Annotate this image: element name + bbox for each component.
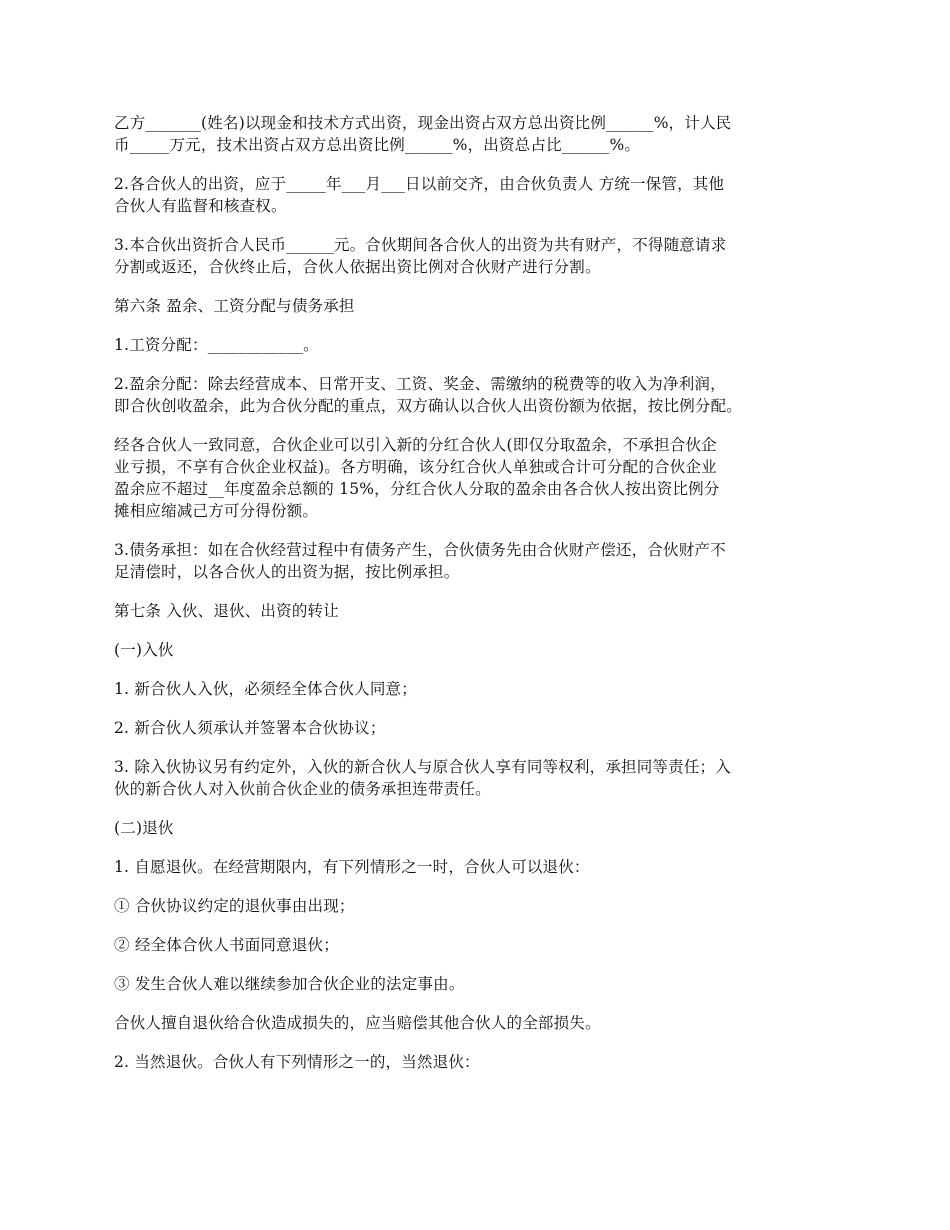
paragraph-line: 乙方_______(姓名)以现金和技术方式出资，现金出资占双方总出资比例______%，计人民 [114,114,732,132]
paragraph-line: 盈余应不超过__年度盈余总额的 15%，分红合伙人分取的盈余由各合伙人按出资比例分 [114,480,720,498]
paragraph [114,934,844,956]
paragraph-line: 合伙人擅自退伙给合伙造成损失的，应当赔偿其他合伙人的全部损失。 [114,1014,601,1032]
paragraph [114,173,844,217]
paragraph-line: 币_____万元，技术出资占双方总出资比例______%，出资总占比______%。 [114,136,641,154]
paragraph-line: 3.债务承担：如在合伙经营过程中有债务产生，合伙债务先由合伙财产偿还，合伙财产不 [114,541,726,559]
paragraph-line: 3.本合伙出资折合人民币______元。合伙期间各合伙人的出资为共有财产，不得随意请求 [114,236,727,254]
paragraph [114,817,844,839]
paragraph [114,756,844,800]
paragraph-line: (一)入伙 [114,641,174,659]
paragraph [114,1051,844,1073]
paragraph-line: 伙的新合伙人对入伙前合伙企业的债务承担连带责任。 [114,780,491,798]
paragraph [114,373,844,417]
paragraph [114,334,844,356]
paragraph [114,1012,844,1034]
paragraph-line: 2.盈余分配：除去经营成本、日常开支、工资、奖金、需缴纳的税费等的收入为净利润， [114,375,726,393]
paragraph [114,539,844,583]
paragraph-line: 1. 自愿退伙。在经营期限内，有下列情形之一时，合伙人可以退伙： [114,858,590,876]
paragraph-line: 3. 除入伙协议另有约定外，入伙的新合伙人与原合伙人享有同等权利，承担同等责任；入 [114,758,731,776]
paragraph-line: 1. 新合伙人入伙，必须经全体合伙人同意； [114,680,417,698]
paragraph [114,234,844,278]
paragraph [114,600,844,622]
paragraph-line: ① 合伙协议约定的退伙事由出现； [114,897,355,915]
paragraph [114,678,844,700]
paragraph-line: ③ 发生合伙人难以继续参加合伙企业的法定事由。 [114,975,465,993]
paragraph [114,295,844,317]
paragraph-line: 业亏损，不享有合伙企业权益)。各方明确，该分红合伙人单独或合计可分配的合伙企业 [114,458,717,476]
paragraph-line: 即合伙创收盈余，此为合伙分配的重点，双方确认以合伙人出资份额为依据，按比例分配。 [114,397,743,415]
paragraph-line: 合伙人有监督和核查权。 [114,197,287,215]
paragraph [114,973,844,995]
paragraph-line: 分割或返还，合伙终止后，合伙人依据出资比例对合伙财产进行分割。 [114,258,601,276]
paragraph-line: 第六条 盈余、工资分配与债务承担 [114,297,355,315]
paragraph-line: 经各合伙人一致同意，合伙企业可以引入新的分红合伙人(即仅分取盈余，不承担合伙企 [114,436,717,454]
paragraph [114,856,844,878]
paragraph [114,112,844,156]
document-page [114,112,844,1090]
paragraph [114,895,844,917]
paragraph-line: 2. 当然退伙。合伙人有下列情形之一的，当然退伙： [114,1053,480,1071]
paragraph-line: 足清偿时，以各合伙人的出资为据，按比例承担。 [114,563,460,581]
paragraph-line: 2.各合伙人的出资，应于_____年___月___日以前交齐，由合伙负责人 方统一保管，其他 [114,175,725,193]
paragraph-line: 第七条 入伙、退伙、出资的转让 [114,602,339,620]
paragraph-line: (二)退伙 [114,819,174,837]
paragraph-line: ② 经全体合伙人书面同意退伙； [114,936,339,954]
paragraph-line: 1.工资分配：____________。 [114,336,319,354]
paragraph-line: 摊相应缩减己方可分得份额。 [114,502,319,520]
paragraph [114,717,844,739]
paragraph [114,434,844,522]
paragraph-line: 2. 新合伙人须承认并签署本合伙协议； [114,719,386,737]
paragraph [114,639,844,661]
